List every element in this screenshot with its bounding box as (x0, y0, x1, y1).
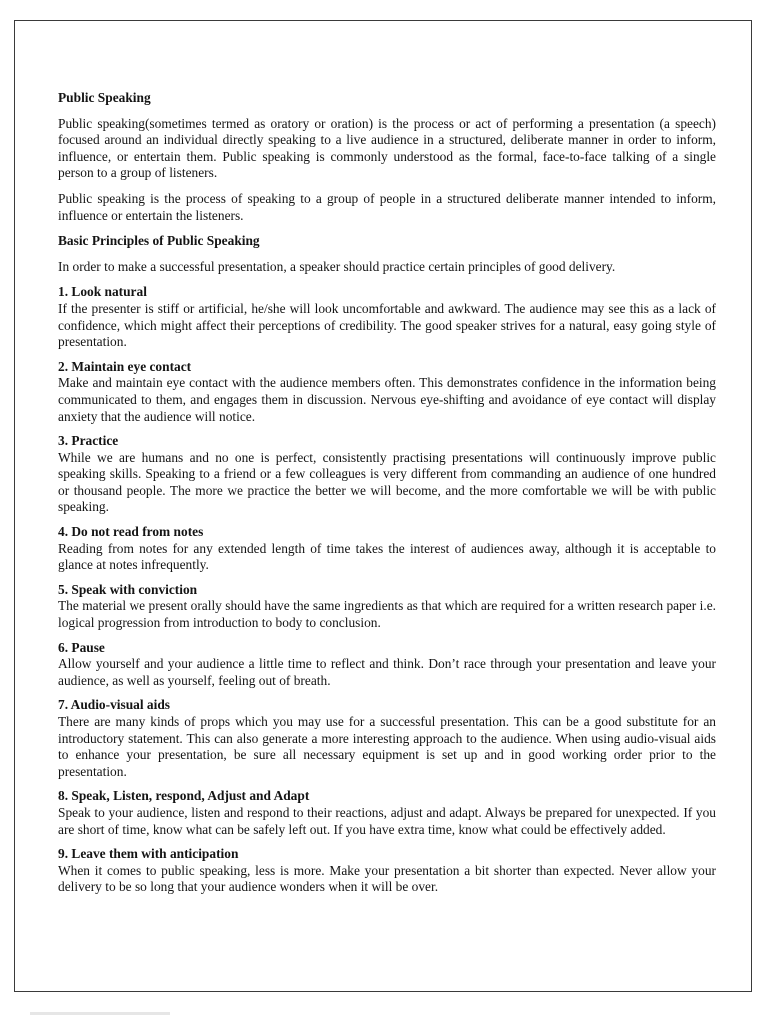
principle-text: Speak to your audience, listen and respond to their reactions, adjust and adapt. Always be prepared for unexpected. If you are short of time, know what can be safely left out. If you have extra time, know what could be effectively added. (58, 804, 716, 837)
principle-title: 7. Audio-visual aids (58, 697, 171, 713)
principle-title: 1. Look natural (58, 284, 147, 300)
intro-paragraph: Public speaking(sometimes termed as oratory or oration) is the process or act of performing a presentation (a speech) focused around an individual directly speaking to a live audience in a structured, deliberate manner in order to inform, influence, or entertain them. Public speaking is commonly understood as the formal, face-to-face talking of a single person to a group of listeners. (58, 115, 716, 181)
principle-text: If the presenter is stiff or artificial, he/she will look uncomfortable and awkward. The audience may see this as a lack of confidence, which might affect their perceptions of credibility. The good speaker strives for a natural, easy going style of presentation. (58, 300, 716, 350)
principle-item (58, 846, 716, 896)
principle-title: 4. Do not read from notes (58, 524, 204, 540)
principle-title: 9. Leave them with anticipation (58, 846, 239, 862)
principle-item (58, 524, 716, 574)
principle-item (58, 788, 716, 838)
principles-heading: Basic Principles of Public Speaking (58, 233, 260, 249)
document-content (58, 90, 716, 904)
principle-text: There are many kinds of props which you may use for a successful presentation. This can be a good substitute for an introductory statement. This can also generate a more interesting approach to the audience. When using audio-visual aids to enhance your presentation, be sure all necessary equipment is set up and in good working order prior to the presentation. (58, 714, 716, 779)
principles-intro: In order to make a successful presentation, a speaker should practice certain principles of good delivery. (58, 258, 616, 274)
principle-text: When it comes to public speaking, less is more. Make your presentation a bit shorter than expected. Never allow your delivery to be so long that your audience wonders when it will be over. (58, 862, 716, 895)
principle-text: Allow yourself and your audience a little time to reflect and think. Don’t race through your presentation and leave your audience, as well as yourself, feeling out of breath. (58, 656, 716, 688)
principle-item (58, 284, 716, 350)
scan-edge-mark (30, 1012, 170, 1015)
document-title: Public Speaking (58, 90, 151, 105)
principle-text: While we are humans and no one is perfect, consistently practising presentations will continuously improve public speaking skills. Speaking to a friend or a few colleagues is very different from commanding an audience of one hundred or thousand people. The more we practice the better we will become, and the more comfortable we will be with public speaking. (58, 449, 716, 515)
principle-title: 3. Practice (58, 433, 119, 449)
principle-item (58, 640, 716, 690)
principle-title: 8. Speak, Listen, respond, Adjust and Adapt (58, 788, 310, 804)
principle-item (58, 582, 716, 632)
principle-item (58, 433, 716, 516)
principle-item (58, 697, 716, 780)
principle-title: 6. Pause (58, 639, 105, 655)
intro-paragraph: Public speaking is the process of speaking to a group of people in a structured deliberate manner intended to inform, influence or entertain the listeners. (58, 190, 716, 223)
principle-title: 5. Speak with conviction (58, 581, 198, 597)
principle-item (58, 359, 716, 425)
principle-text: Make and maintain eye contact with the audience members often. This demonstrates confidence in the information being communicated to them, and engages them in discussion. Nervous eye-shifting and avoidance of eye contact will display anxiety that the audience will notice. (58, 375, 716, 424)
principle-title: 2. Maintain eye contact (58, 358, 192, 374)
principle-text: The material we present orally should have the same ingredients as that which are required for a written research paper i.e. logical progression from introduction to body to conclusion. (58, 598, 716, 631)
principle-text: Reading from notes for any extended length of time takes the interest of audiences away, although it is acceptable to glance at notes infrequently. (58, 540, 716, 573)
